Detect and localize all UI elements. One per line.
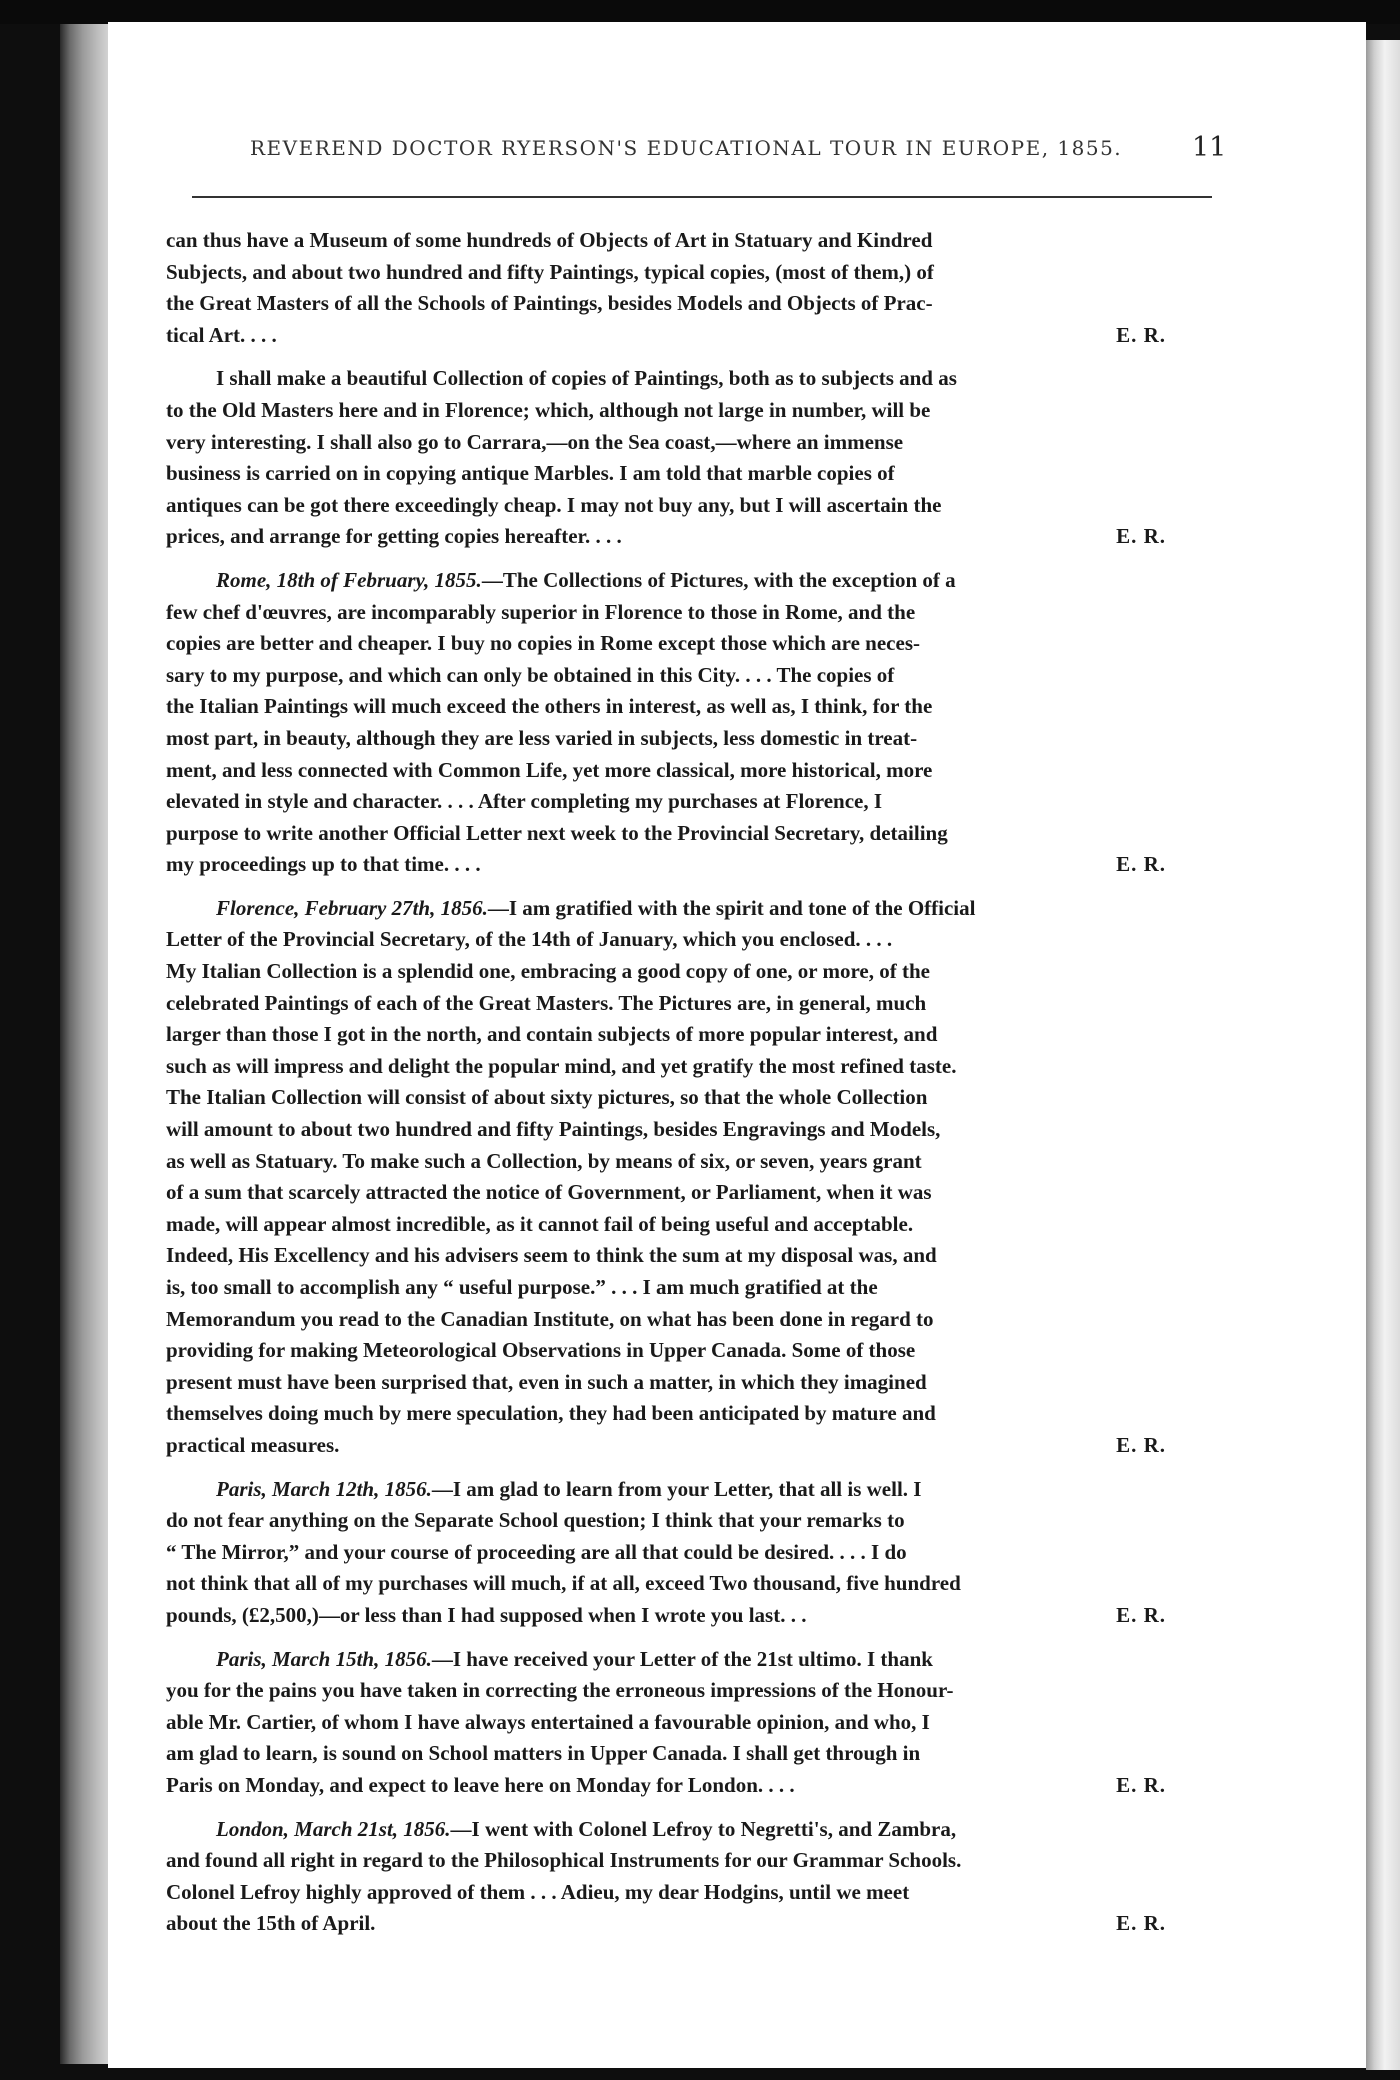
text-line bbox=[166, 1908, 1218, 1940]
text-line bbox=[166, 691, 1218, 723]
line-text: most part, in beauty, although they are less varied in subjects, less domestic in treat- bbox=[166, 725, 918, 750]
letter-paragraph bbox=[166, 565, 1218, 881]
text-line bbox=[166, 1114, 1218, 1146]
text-line bbox=[166, 1474, 1218, 1506]
text-line bbox=[166, 1082, 1218, 1114]
text-line bbox=[166, 1568, 1218, 1600]
text-line bbox=[166, 1177, 1218, 1209]
text-line bbox=[166, 1644, 1218, 1676]
line-text: is, too small to accomplish any “ useful purpose.” . . . I am much gratified at the bbox=[166, 1275, 878, 1299]
text-line bbox=[166, 458, 1218, 490]
line-text: able Mr. Cartier, of whom I have always entertained a favourable opinion, and who, I bbox=[166, 1709, 930, 1734]
letter-paragraph bbox=[166, 1814, 1218, 1940]
text-line bbox=[166, 363, 1218, 395]
text-line bbox=[166, 1335, 1218, 1367]
line-text: Colonel Lefroy highly approved of them . . . Adieu, my dear Hodgins, until we meet bbox=[166, 1879, 910, 1904]
text-line bbox=[166, 1770, 1218, 1802]
page-body bbox=[166, 225, 1218, 1952]
text-line bbox=[166, 723, 1218, 755]
text-line bbox=[166, 565, 1218, 597]
letter-date: Paris, March 15th, 1856. bbox=[216, 1646, 432, 1671]
line-text: you for the pains you have taken in correcting the erroneous impressions of the Honour- bbox=[166, 1678, 954, 1703]
line-text: of a sum that scarcely attracted the notice of Government, or Parliament, when it was bbox=[166, 1180, 932, 1205]
signature-initials: E. R. bbox=[1116, 1911, 1166, 1936]
letter-paragraph bbox=[166, 363, 1218, 553]
line-text: not think that all of my purchases will much, if at all, exceed Two thousand, five hundred bbox=[166, 1571, 961, 1596]
text-line bbox=[166, 1240, 1218, 1272]
text-line bbox=[166, 1146, 1218, 1178]
line-text: Indeed, His Excellency and his advisers seem to think the sum at my disposal was, and bbox=[166, 1243, 937, 1268]
line-text: and found all right in regard to the Philosophical Instruments for our Grammar Schools. bbox=[166, 1848, 962, 1873]
line-text: The Italian Collection will consist of about sixty pictures, so that the whole Collection bbox=[166, 1085, 928, 1110]
line-text: —I am gratified with the spirit and tone of the Official bbox=[487, 895, 976, 920]
letter-paragraph bbox=[166, 1474, 1218, 1632]
line-text: —The Collections of Pictures, with the exception of a bbox=[481, 567, 956, 592]
text-line bbox=[166, 1272, 1218, 1304]
line-text: do not fear anything on the Separate School question; I think that your remarks to bbox=[166, 1508, 905, 1533]
running-header: REVEREND DOCTOR RYERSON'S EDUCATIONAL TOUR IN EUROPE, 1855. bbox=[250, 136, 1123, 160]
letter-date: Florence, February 27th, 1856. bbox=[216, 895, 488, 920]
letter-paragraph bbox=[166, 1644, 1218, 1802]
letter-date: Paris, March 12th, 1856. bbox=[216, 1476, 432, 1501]
text-line bbox=[166, 521, 1218, 553]
line-text: present must have been surprised that, even in such a matter, in which they imagined bbox=[166, 1369, 927, 1394]
line-text: made, will appear almost incredible, as it cannot fail of being useful and acceptable. bbox=[166, 1211, 914, 1236]
line-text: Paris on Monday, and expect to leave here on Monday for London. . . . bbox=[166, 1772, 795, 1797]
text-line bbox=[166, 1505, 1218, 1537]
line-text: purpose to write another Official Letter next week to the Provincial Secretary, detailing bbox=[166, 820, 948, 845]
text-line bbox=[166, 988, 1218, 1020]
text-line bbox=[166, 1707, 1218, 1739]
text-line bbox=[166, 818, 1218, 850]
signature-initials: E. R. bbox=[1116, 1772, 1166, 1797]
text-line bbox=[166, 1398, 1218, 1430]
text-line bbox=[166, 257, 1218, 289]
line-text: as well as Statuary. To make such a Collection, by means of six, or seven, years grant bbox=[166, 1148, 922, 1173]
line-text: antiques can be got there exceedingly cheap. I may not buy any, but I will ascertain the bbox=[166, 492, 942, 517]
line-text: —I went with Colonel Lefroy to Negretti's, and Zambra, bbox=[450, 1816, 957, 1841]
text-line bbox=[166, 924, 1218, 956]
line-text: such as will impress and delight the popular mind, and yet gratify the most refined taste. bbox=[166, 1053, 957, 1078]
text-line bbox=[166, 490, 1218, 522]
page-edge-shadow bbox=[1366, 40, 1400, 2070]
text-line bbox=[166, 956, 1218, 988]
text-line bbox=[166, 893, 1218, 925]
text-line bbox=[166, 1209, 1218, 1241]
line-text: “ The Mirror,” and your course of proceeding are all that could be desired. . . . I do bbox=[166, 1539, 907, 1564]
header-rule bbox=[192, 196, 1212, 198]
line-text: themselves doing much by mere speculation, they had been anticipated by mature and bbox=[166, 1401, 936, 1426]
signature-initials: E. R. bbox=[1116, 524, 1166, 549]
letter-paragraph bbox=[166, 225, 1218, 351]
line-text: practical measures. bbox=[166, 1432, 340, 1457]
letter-date: Rome, 18th of February, 1855. bbox=[216, 567, 482, 592]
text-line bbox=[166, 1430, 1218, 1462]
text-line bbox=[166, 1814, 1218, 1846]
scan-top-border bbox=[0, 0, 1400, 24]
text-line bbox=[166, 786, 1218, 818]
text-line bbox=[166, 1675, 1218, 1707]
text-line bbox=[166, 597, 1218, 629]
text-line bbox=[166, 1367, 1218, 1399]
line-text: Memorandum you read to the Canadian Institute, on what has been done in regard to bbox=[166, 1306, 934, 1331]
letter-paragraph bbox=[166, 893, 1218, 1462]
text-line bbox=[166, 225, 1218, 257]
text-line bbox=[166, 1600, 1218, 1632]
signature-initials: E. R. bbox=[1116, 322, 1166, 347]
line-text: business is carried on in copying antique Marbles. I am told that marble copies of bbox=[166, 461, 895, 486]
line-text: my proceedings up to that time. . . . bbox=[166, 852, 481, 877]
line-text: tical Art. . . . bbox=[166, 322, 277, 347]
signature-initials: E. R. bbox=[1116, 1432, 1166, 1457]
book-binding-shadow bbox=[60, 24, 110, 2064]
text-line bbox=[166, 628, 1218, 660]
line-text: few chef d'œuvres, are incomparably superior in Florence to those in Rome, and the bbox=[166, 599, 916, 624]
line-text: copies are better and cheaper. I buy no copies in Rome except those which are neces- bbox=[166, 631, 920, 656]
page-number: 11 bbox=[1192, 132, 1227, 163]
line-text: am glad to learn, is sound on School matters in Upper Canada. I shall get through in bbox=[166, 1741, 921, 1766]
line-text: very interesting. I shall also go to Carrara,—on the Sea coast,—where an immense bbox=[166, 429, 904, 454]
text-line bbox=[166, 1845, 1218, 1877]
line-text: elevated in style and character. . . . After completing my purchases at Florence, I bbox=[166, 789, 883, 814]
line-text: the Italian Paintings will much exceed the others in interest, as well as, I think, for the bbox=[166, 694, 933, 719]
line-text: —I have received your Letter of the 21st ultimo. I thank bbox=[431, 1646, 933, 1671]
line-text: I shall make a beautiful Collection of copies of Paintings, both as to subjects and as bbox=[216, 366, 957, 391]
line-text: sary to my purpose, and which can only be obtained in this City. . . . The copies of bbox=[166, 662, 895, 687]
line-text: can thus have a Museum of some hundreds of Objects of Art in Statuary and Kindred bbox=[166, 228, 933, 252]
line-text: will amount to about two hundred and fifty Paintings, besides Engravings and Models, bbox=[166, 1117, 941, 1142]
text-line bbox=[166, 660, 1218, 692]
text-line bbox=[166, 1738, 1218, 1770]
text-line bbox=[166, 1877, 1218, 1909]
letter-date: London, March 21st, 1856. bbox=[216, 1816, 451, 1841]
line-text: —I am glad to learn from your Letter, that all is well. I bbox=[431, 1476, 922, 1501]
text-line bbox=[166, 1537, 1218, 1569]
signature-initials: E. R. bbox=[1116, 1602, 1166, 1627]
line-text: ment, and less connected with Common Life, yet more classical, more historical, more bbox=[166, 757, 933, 782]
text-line bbox=[166, 395, 1218, 427]
line-text: pounds, (£2,500,)—or less than I had supposed when I wrote you last. . . bbox=[166, 1602, 807, 1627]
text-line bbox=[166, 849, 1218, 881]
line-text: to the Old Masters here and in Florence; which, although not large in number, will be bbox=[166, 397, 931, 422]
text-line bbox=[166, 755, 1218, 787]
text-line bbox=[166, 1019, 1218, 1051]
line-text: My Italian Collection is a splendid one, embracing a good copy of one, or more, of the bbox=[166, 959, 930, 984]
line-text: prices, and arrange for getting copies hereafter. . . . bbox=[166, 524, 622, 549]
text-line bbox=[166, 320, 1218, 352]
line-text: Subjects, and about two hundred and fifty Paintings, typical copies, (most of them,) of bbox=[166, 259, 934, 284]
text-line bbox=[166, 288, 1218, 320]
text-line bbox=[166, 1051, 1218, 1083]
line-text: Letter of the Provincial Secretary, of the 14th of January, which you enclosed. . . . bbox=[166, 927, 893, 952]
line-text: the Great Masters of all the Schools of Paintings, besides Models and Objects of Prac- bbox=[166, 291, 933, 316]
signature-initials: E. R. bbox=[1116, 852, 1166, 877]
text-line bbox=[166, 1304, 1218, 1336]
line-text: larger than those I got in the north, and contain subjects of more popular interest, and bbox=[166, 1022, 938, 1047]
line-text: celebrated Paintings of each of the Great Masters. The Pictures are, in general, much bbox=[166, 990, 927, 1015]
line-text: providing for making Meteorological Observations in Upper Canada. Some of those bbox=[166, 1338, 916, 1363]
line-text: about the 15th of April. bbox=[166, 1911, 376, 1936]
text-line bbox=[166, 427, 1218, 459]
